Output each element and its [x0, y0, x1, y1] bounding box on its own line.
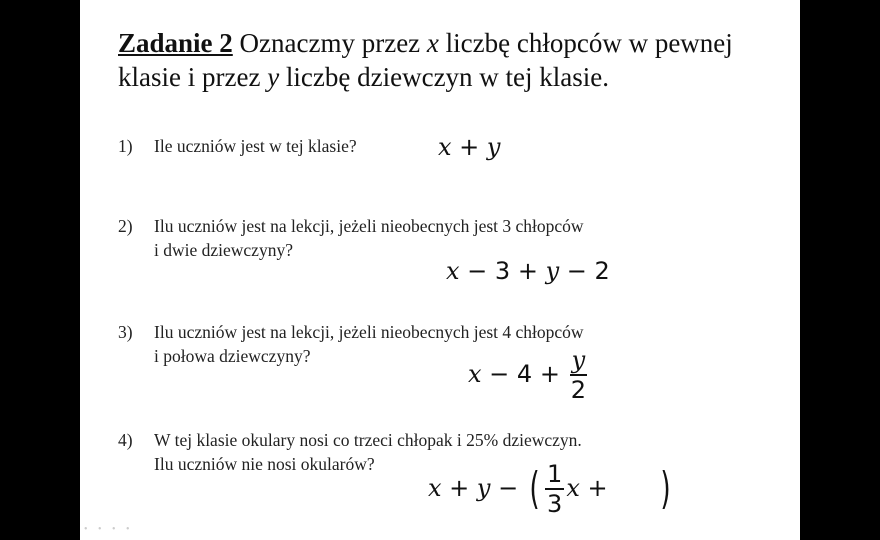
math-op: +	[451, 133, 487, 161]
answer-1	[438, 133, 500, 161]
corner-dots: • • • •	[84, 524, 134, 535]
answer-2	[446, 257, 610, 285]
slide	[80, 0, 800, 540]
question-number: 2)	[118, 216, 133, 236]
question-text-cont: i połowa dziewczyny?	[154, 346, 311, 366]
math-op: − 3 +	[459, 257, 546, 285]
question-text-cont: Ilu uczniów nie nosi okularów?	[154, 454, 375, 474]
answer-3	[468, 348, 589, 402]
math-var-x: x	[438, 133, 452, 161]
frac-numerator: 1	[547, 460, 563, 488]
title-var-x: x	[426, 28, 439, 58]
question-text-cont: i dwie dziewczyny?	[154, 240, 293, 260]
math-op: − 2	[559, 257, 610, 285]
math-var-x: x	[446, 257, 460, 285]
left-paren: (	[529, 463, 540, 514]
math-var-x: x	[468, 360, 482, 388]
question-number: 3)	[118, 322, 133, 342]
fraction-y-over-2	[570, 348, 588, 402]
answer-4	[428, 462, 674, 516]
math-var-x: x	[428, 474, 442, 502]
right-paren: )	[660, 463, 671, 514]
math-op: +	[579, 474, 616, 502]
title-text-1: Oznaczmy przez	[232, 28, 427, 58]
math-op: − 4 +	[481, 360, 568, 388]
title-var-y: y	[267, 62, 280, 92]
question-2	[118, 214, 584, 262]
math-op: −	[490, 474, 526, 502]
title-text-2: liczbę chłopców w pewnej klasie i przez	[118, 28, 733, 92]
frac-denominator: 2	[570, 376, 586, 404]
fraction-1-over-3	[545, 462, 564, 516]
question-text: W tej klasie okulary nosi co trzeci chłopak i 25% dziewczyn.	[154, 430, 582, 450]
math-var-x: x	[566, 474, 580, 502]
question-text: Ile uczniów jest w tej klasie?	[154, 136, 357, 156]
task-heading: Zadanie 2	[118, 28, 233, 58]
frac-numerator: y	[571, 346, 586, 374]
question-number: 4)	[118, 430, 133, 450]
math-var-y: y	[486, 133, 501, 161]
question-number: 1)	[118, 136, 133, 156]
math-op: +	[441, 474, 477, 502]
math-var-y: y	[545, 257, 560, 285]
question-text: Ilu uczniów jest na lekcji, jeżeli nieobecnych jest 4 chłopców	[154, 322, 584, 342]
question-text: Ilu uczniów jest na lekcji, jeżeli nieobecnych jest 3 chłopców	[154, 216, 584, 236]
frac-denominator: 3	[547, 490, 563, 518]
task-title	[118, 26, 778, 94]
math-var-y: y	[476, 474, 491, 502]
title-text-3: liczbę dziewczyn w tej klasie.	[279, 62, 610, 92]
question-1	[118, 134, 357, 158]
